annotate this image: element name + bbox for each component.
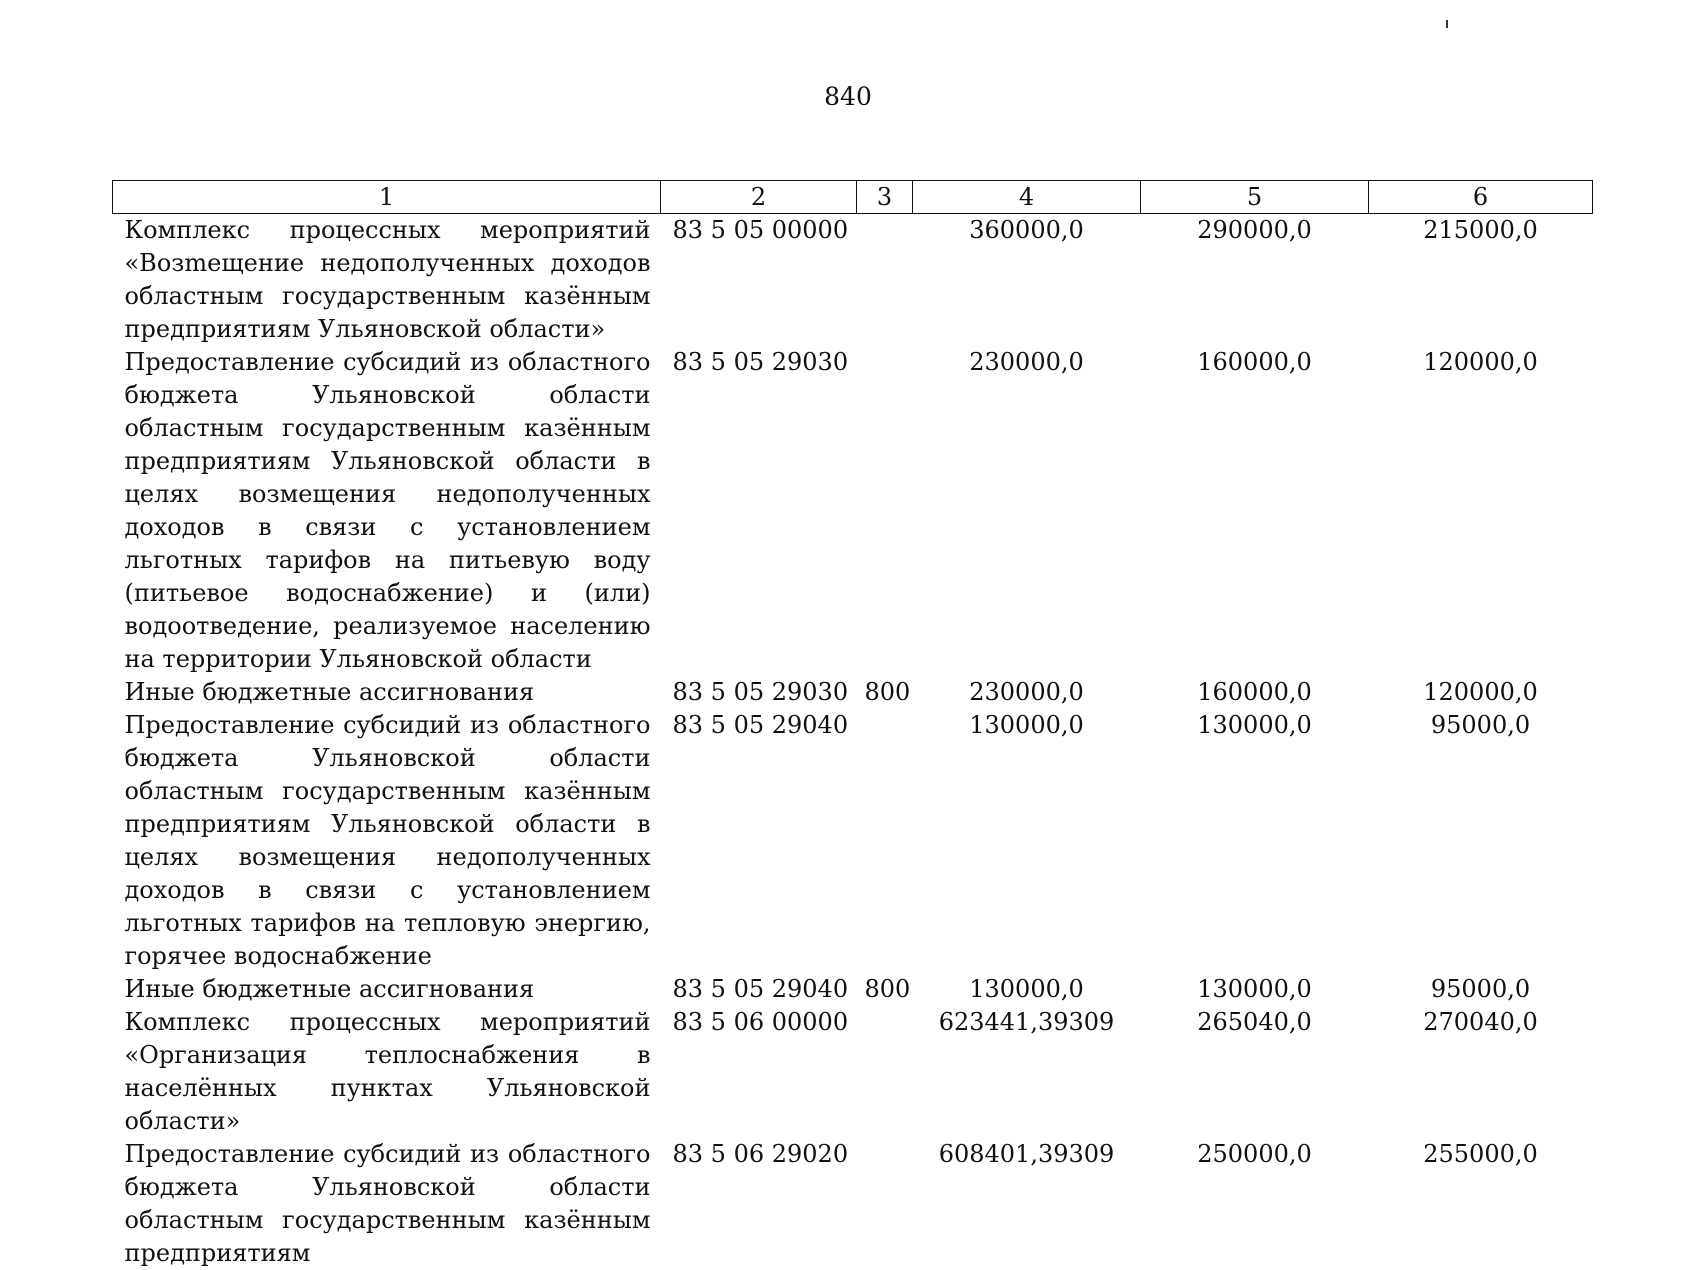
target-code: 83 5 05 29040 [661, 709, 857, 973]
header-cell: 4 [913, 181, 1141, 214]
table-header [113, 181, 1593, 214]
budget-table [112, 180, 1593, 1270]
header-cell: 1 [113, 181, 661, 214]
page-number: 840 [0, 82, 1696, 111]
target-code: 83 5 05 29030 [661, 346, 857, 676]
expense-type [857, 1138, 913, 1270]
table-row [113, 214, 1593, 347]
amount-col-5: 160000,0 [1141, 676, 1369, 709]
table-row [113, 973, 1593, 1006]
target-code: 83 5 05 29030 [661, 676, 857, 709]
amount-col-4: 230000,0 [913, 346, 1141, 676]
item-name: Предоставление субсидий из областного бюджета Ульяновской области областным государственным казённым предприятиям Ульяновской области в целях возмещения недополученных доходов в связи с установлением льготных тарифов на питьевую воду (питьевое водоснабжение) и (или) водоотведение, реализуемое населению на территории Ульяновской области [113, 346, 661, 676]
header-cell: 3 [857, 181, 913, 214]
amount-col-5: 160000,0 [1141, 346, 1369, 676]
header-cell: 6 [1369, 181, 1593, 214]
table-row [113, 1006, 1593, 1138]
expense-type [857, 1006, 913, 1138]
amount-col-6: 270040,0 [1369, 1006, 1593, 1138]
item-name: Иные бюджетные ассигнования [113, 973, 661, 1006]
amount-col-5: 290000,0 [1141, 214, 1369, 347]
amount-col-5: 250000,0 [1141, 1138, 1369, 1270]
amount-col-5: 130000,0 [1141, 709, 1369, 973]
amount-col-6: 215000,0 [1369, 214, 1593, 347]
target-code: 83 5 05 00000 [661, 214, 857, 347]
table-row [113, 709, 1593, 973]
amount-col-5: 265040,0 [1141, 1006, 1369, 1138]
amount-col-4: 130000,0 [913, 973, 1141, 1006]
amount-col-4: 360000,0 [913, 214, 1141, 347]
header-row [113, 181, 1593, 214]
expense-type [857, 709, 913, 973]
amount-col-6: 95000,0 [1369, 973, 1593, 1006]
item-name: Иные бюджетные ассигнования [113, 676, 661, 709]
amount-col-5: 130000,0 [1141, 973, 1369, 1006]
header-cell: 2 [661, 181, 857, 214]
amount-col-6: 95000,0 [1369, 709, 1593, 973]
amount-col-6: 120000,0 [1369, 346, 1593, 676]
table-row [113, 676, 1593, 709]
item-name: Комплекс процессных мероприятий «Возmещение недополученных доходов областным государственным казённым предприятиям Ульяновской области» [113, 214, 661, 347]
target-code: 83 5 05 29040 [661, 973, 857, 1006]
amount-col-6: 255000,0 [1369, 1138, 1593, 1270]
target-code: 83 5 06 29020 [661, 1138, 857, 1270]
amount-col-4: 623441,39309 [913, 1006, 1141, 1138]
expense-type: 800 [857, 676, 913, 709]
scan-mark [1446, 20, 1448, 28]
amount-col-4: 230000,0 [913, 676, 1141, 709]
target-code: 83 5 06 00000 [661, 1006, 857, 1138]
table-row [113, 1138, 1593, 1270]
amount-col-4: 130000,0 [913, 709, 1141, 973]
expense-type [857, 214, 913, 347]
expense-type: 800 [857, 973, 913, 1006]
item-name: Комплекс процессных мероприятий «Организация теплоснабжения в населённых пунктах Ульяновской области» [113, 1006, 661, 1138]
table-body [113, 214, 1593, 1270]
item-name: Предоставление субсидий из областного бюджета Ульяновской области областным государственным казённым предприятиям [113, 1138, 661, 1270]
header-cell: 5 [1141, 181, 1369, 214]
amount-col-4: 608401,39309 [913, 1138, 1141, 1270]
item-name: Предоставление субсидий из областного бюджета Ульяновской области областным государственным казённым предприятиям Ульяновской области в целях возмещения недополученных доходов в связи с установлением льготных тарифов на тепловую энергию, горячее водоснабжение [113, 709, 661, 973]
table-row [113, 346, 1593, 676]
amount-col-6: 120000,0 [1369, 676, 1593, 709]
expense-type [857, 346, 913, 676]
